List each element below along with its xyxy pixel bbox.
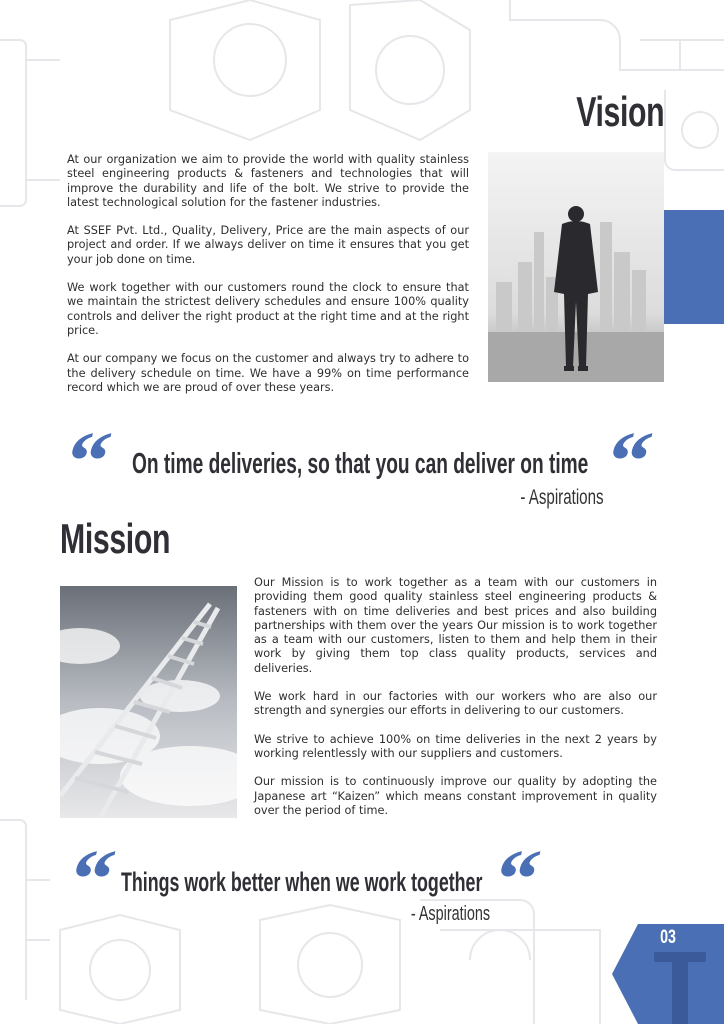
ladder-sky-photo [60,586,237,818]
quote-text: Things work better when we work together [121,867,483,897]
vision-paragraph: At our organization we aim to provide the world with quality stainless steel engineering products & fasteners and technologies that will improve the durability and life of the bolt. We strive to provide the latest technological solution for the fastener industries. [67,153,469,209]
side-accent-tab [664,210,724,324]
page-number: 03 [660,927,676,948]
vision-paragraph: At SSEF Pvt. Ltd., Quality, Delivery, Price are the main aspects of our project and order. If we always deliver on time it ensures that you get your job done on time. [67,224,469,266]
quote-source: - Aspirations [520,486,604,509]
close-quote-icon: “ [485,833,547,926]
quote-text: On time deliveries, so that you can deliver on time [132,448,589,480]
mission-paragraph: We work hard in our factories with our workers who are also our strength and synergies our efforts in delivering to our customers. [254,690,657,718]
open-quote-icon: “ [56,415,118,508]
open-quote-icon: “ [60,833,122,926]
vision-heading: Vision [575,88,664,135]
vision-paragraph: We work together with our customers round the clock to ensure that we maintain the strictest delivery schedules and ensure 100% quality controls and deliver the right product at the right time and at the right price. [67,281,469,337]
close-quote-icon: “ [597,415,659,508]
businessman-city-photo [488,152,664,382]
mission-text-block [254,576,657,832]
mission-paragraph: We strive to achieve 100% on time deliveries in the next 2 years by working relentlessly with our suppliers and customers. [254,732,657,760]
quote-source: - Aspirations [410,903,490,925]
mission-heading: Mission [60,515,171,562]
mission-paragraph: Our Mission is to work together as a team with our customers in providing them good quality stainless steel engineering products & fasteners with on time deliveries and best prices and also building partnerships with them over the years Our mission is to work together as a team with our customers, listen to them and help them in their work by giving them top class quality products, services and deliveries. [254,576,657,675]
vision-text-block [67,153,469,409]
mission-paragraph: Our mission is to continuously improve our quality by adopting the Japanese art “Kaizen” which means constant improvement in quality over the period of time. [254,775,657,817]
vision-paragraph: At our company we focus on the customer and always try to adhere to the delivery schedule on time. We have a 99% on time performance record which we are proud of over these years. [67,352,469,394]
